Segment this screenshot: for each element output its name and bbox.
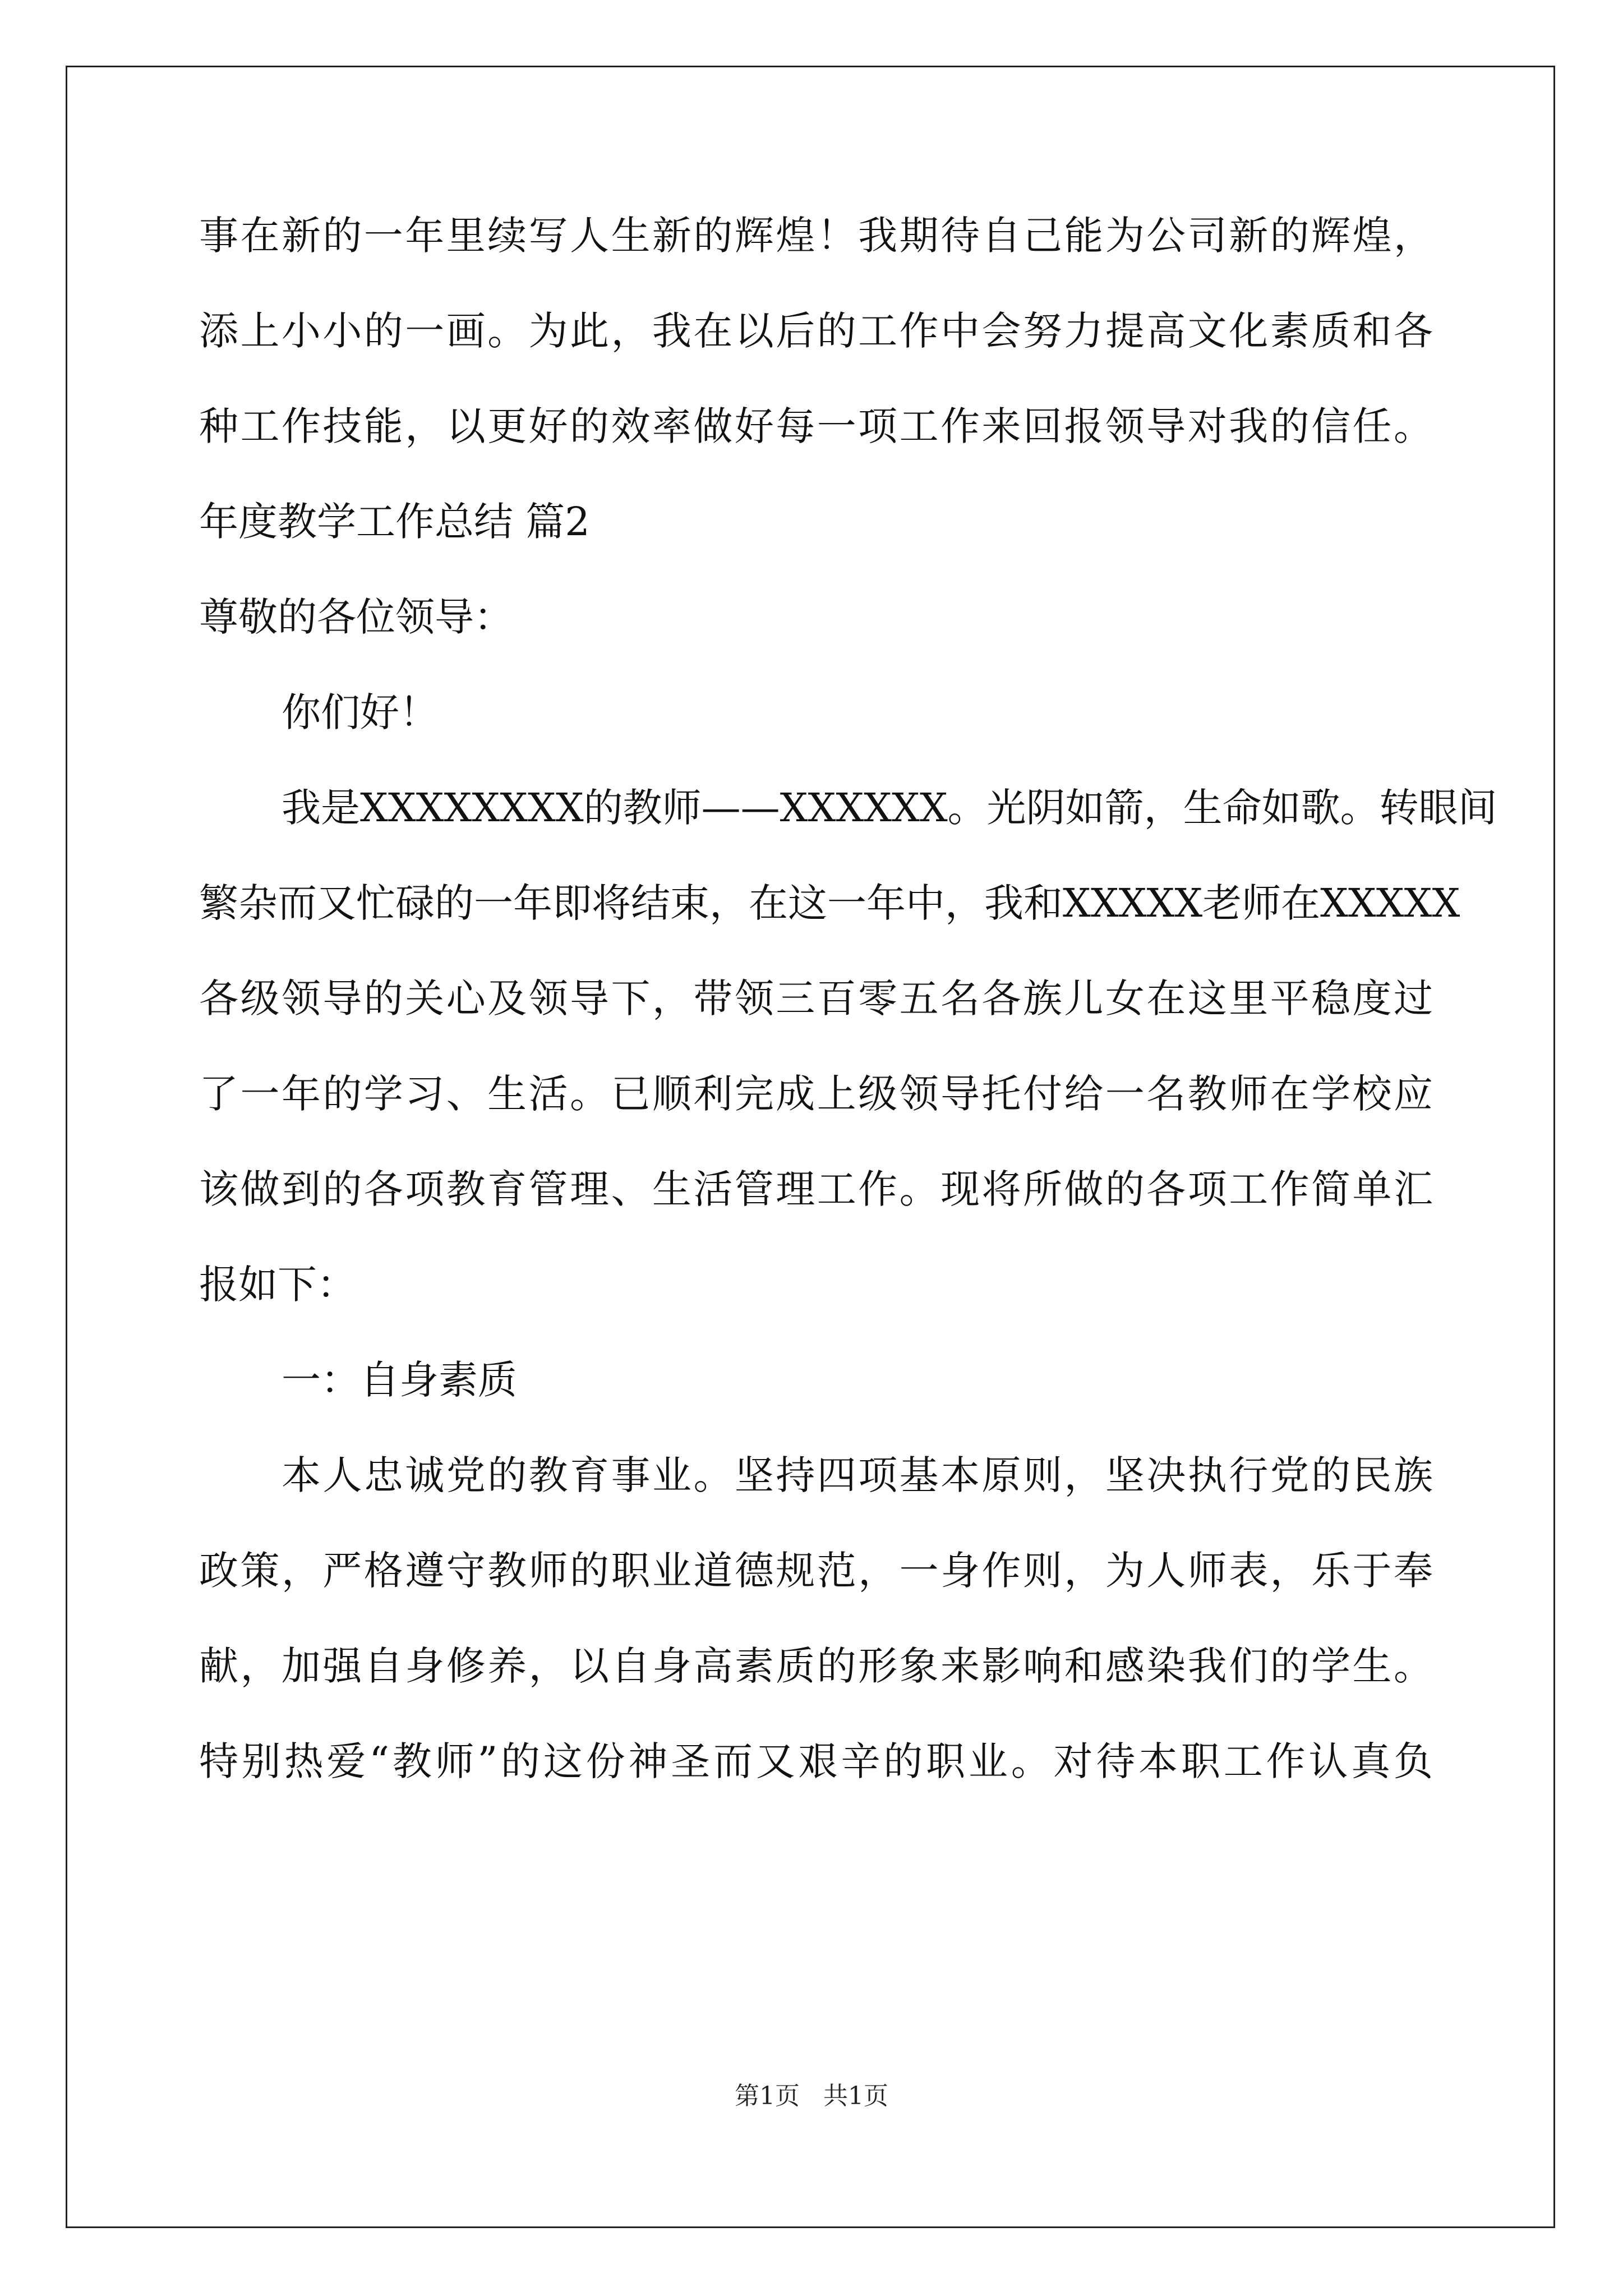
subsection-heading: 一：自身素质 <box>282 1357 517 1403</box>
paragraph-line: 了一年的学习、生活。已顺利完成上级领导托付给一名教师在学校应 <box>199 1071 1433 1117</box>
section-heading: 年度教学工作总结 篇2 <box>199 499 590 545</box>
paragraph-line: 特别热爱“教师”的这份神圣而又艰辛的职业。对待本职工作认真负 <box>199 1738 1433 1784</box>
paragraph-line: 该做到的各项教育管理、生活管理工作。现将所做的各项工作简单汇 <box>199 1166 1433 1212</box>
salutation: 尊敬的各位领导： <box>199 594 513 640</box>
paragraph-line: 各级领导的关心及领导下，带领三百零五名各族儿女在这里平稳度过 <box>199 976 1433 1022</box>
paragraph-line: 本人忠诚党的教育事业。坚持四项基本原则，坚决执行党的民族 <box>282 1452 1433 1498</box>
page-footer: 第1页 共1页 <box>735 2082 888 2110</box>
paragraph-line: 繁杂而又忙碌的一年即将结束，在这一年中，我和XXXXX老师在XXXXX <box>199 880 1460 926</box>
paragraph-line: 政策，严格遵守教师的职业道德规范，一身作则，为人师表，乐于奉 <box>199 1548 1433 1594</box>
paragraph-line: 我是XXXXXXXX的教师——XXXXXX。光阴如箭，生命如歌。转眼间 <box>282 785 1497 831</box>
paragraph-line: 种工作技能，以更好的效率做好每一项工作来回报领导对我的信任。 <box>199 403 1433 449</box>
paragraph-line: 报如下： <box>199 1262 356 1308</box>
paragraph-line: 事在新的一年里续写人生新的辉煌！我期待自己能为公司新的辉煌， <box>199 213 1433 259</box>
paragraph-line: 献，加强自身修养，以自身高素质的形象来影响和感染我们的学生。 <box>199 1643 1433 1689</box>
page-border <box>66 66 1555 2228</box>
paragraph-line: 添上小小的一画。为此，我在以后的工作中会努力提高文化素质和各 <box>199 308 1433 354</box>
greeting: 你们好！ <box>282 689 439 735</box>
